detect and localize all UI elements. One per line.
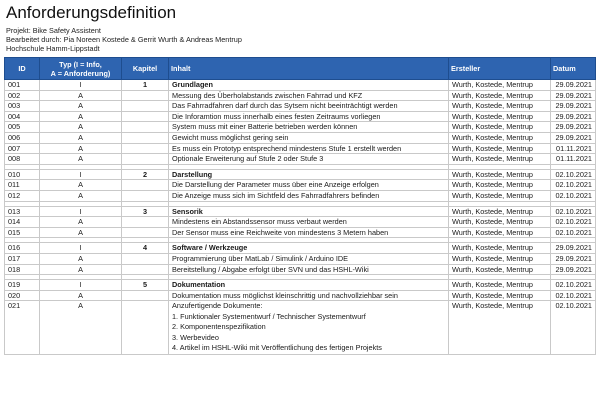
cell-ersteller: Wurth, Kostede, Mentrup [449,227,551,238]
column-header-ersteller: Ersteller [449,58,551,80]
table-row [5,290,596,301]
cell-datum: 29.09.2021 [551,101,596,112]
table-row [5,190,596,201]
cell-inhalt: Programmierung über MatLab / Simulink / Arduino IDE [169,253,449,264]
cell-ersteller: Wurth, Kostede, Mentrup [449,122,551,133]
cell-inhalt: Gewicht muss möglichst gering sein [169,132,449,143]
cell-kapitel: 3 [122,206,169,217]
cell-inhalt: Software / Werkzeuge [169,243,449,254]
table-body [5,80,596,355]
cell-kapitel: 2 [122,169,169,180]
cell-kapitel [122,154,169,165]
cell-kapitel: 1 [122,80,169,91]
cell-inhalt-line: Anzufertigende Dokumente: [172,301,263,311]
cell-kapitel [122,90,169,101]
cell-id: 004 [5,111,40,122]
table-row [5,154,596,165]
cell-typ: A [40,227,122,238]
table-row [5,101,596,112]
table-row-group [5,169,596,180]
cell-inhalt: Grundlagen [169,80,449,91]
cell-kapitel [122,111,169,122]
cell-kapitel [122,132,169,143]
cell-datum: 29.09.2021 [551,264,596,275]
cell-typ: A [40,101,122,112]
cell-kapitel: 4 [122,243,169,254]
cell-ersteller: Wurth, Kostede, Mentrup [449,169,551,180]
cell-kapitel [122,101,169,112]
cell-datum: 29.09.2021 [551,122,596,133]
cell-ersteller: Wurth, Kostede, Mentrup [449,90,551,101]
cell-ersteller: Wurth, Kostede, Mentrup [449,111,551,122]
cell-id: 013 [5,206,40,217]
table-row [5,132,596,143]
cell-kapitel [122,190,169,201]
cell-typ: A [40,217,122,228]
cell-kapitel: 5 [122,280,169,291]
cell-datum: 02.10.2021 [551,180,596,191]
column-header-id: ID [5,58,40,80]
cell-id: 007 [5,143,40,154]
cell-inhalt-line: 1. Funktionaler Systementwurf / Technischer Systementwurf [172,311,366,321]
table-header-row [5,58,596,80]
cell-datum: 29.09.2021 [551,243,596,254]
cell-datum: 01.11.2021 [551,154,596,165]
cell-id: 002 [5,90,40,101]
cell-kapitel [122,264,169,275]
cell-id: 006 [5,132,40,143]
cell-datum: 02.10.2021 [551,169,596,180]
cell-datum: 02.10.2021 [551,290,596,301]
cell-id: 008 [5,154,40,165]
cell-typ: I [40,80,122,91]
cell-typ: I [40,169,122,180]
cell-inhalt: Dokumentation [169,280,449,291]
cell-inhalt: Sensorik [169,206,449,217]
cell-kapitel [122,227,169,238]
column-header-inhalt: Inhalt [169,58,449,80]
table-row [5,253,596,264]
cell-inhalt: Es muss ein Prototyp entsprechend mindestens Stufe 1 erstellt werden [169,143,449,154]
table-row-group [5,280,596,291]
cell-ersteller: Wurth, Kostede, Mentrup [449,132,551,143]
project-line: Projekt: Bike Safety Assistent [6,26,101,35]
cell-typ: I [40,206,122,217]
cell-typ: A [40,154,122,165]
document-title: Anforderungsdefinition [6,3,177,22]
cell-inhalt: Das Fahrradfahren darf durch das Sytsem nicht beeinträchtigt werden [169,101,449,112]
cell-id: 012 [5,190,40,201]
cell-datum: 29.09.2021 [551,253,596,264]
table-row-group [5,243,596,254]
cell-id: 019 [5,280,40,291]
table-row [5,180,596,191]
cell-typ: A [40,264,122,275]
table-row [5,217,596,228]
cell-inhalt-line: 3. Werbevideo [172,332,219,342]
authors-line: Bearbeitet durch: Pia Noreen Kostede & Gerrit Wurth & Andreas Mentrup [6,35,242,44]
cell-id: 015 [5,227,40,238]
cell-ersteller: Wurth, Kostede, Mentrup [449,154,551,165]
cell-inhalt: Die Anzeige muss sich im Sichtfeld des Fahrradfahrers befinden [169,190,449,201]
cell-typ: A [40,190,122,201]
cell-typ: A [40,111,122,122]
column-header-typ-line2: A = Anforderung) [50,68,111,78]
cell-typ: A [40,180,122,191]
cell-typ: I [40,243,122,254]
cell-typ: A [40,290,122,301]
table-row [5,143,596,154]
cell-ersteller: Wurth, Kostede, Mentrup [449,280,551,291]
cell-typ: I [40,280,122,291]
cell-datum: 29.09.2021 [551,111,596,122]
cell-ersteller: Wurth, Kostede, Mentrup [449,217,551,228]
cell-inhalt: Optionale Erweiterung auf Stufe 2 oder Stufe 3 [169,154,449,165]
cell-inhalt: Messung des Überholabstands zwischen Fahrrad und KFZ [169,90,449,101]
cell-datum: 01.11.2021 [551,143,596,154]
cell-ersteller: Wurth, Kostede, Mentrup [449,190,551,201]
cell-kapitel [122,253,169,264]
cell-id: 005 [5,122,40,133]
school-line: Hochschule Hamm-Lippstadt [6,44,100,53]
table-row-group [5,80,596,91]
cell-id: 010 [5,169,40,180]
cell-id: 017 [5,253,40,264]
cell-id: 016 [5,243,40,254]
cell-inhalt: Mindestens ein Abstandssensor muss verbaut werden [169,217,449,228]
cell-id: 003 [5,101,40,112]
table-row [5,122,596,133]
cell-inhalt: Dokumentation muss möglichst kleinschrittig und nachvollziehbar sein [169,290,449,301]
cell-datum: 29.09.2021 [551,80,596,91]
table-row [5,264,596,275]
cell-typ: A [40,301,122,355]
cell-inhalt: Darstellung [169,169,449,180]
table-row [5,227,596,238]
cell-typ: A [40,122,122,133]
cell-kapitel [122,217,169,228]
cell-inhalt-line: 2. Komponentenspezifikation [172,322,266,332]
cell-typ: A [40,143,122,154]
column-header-datum: Datum [551,58,596,80]
cell-inhalt: Bereitstellung / Abgabe erfolgt über SVN und das HSHL-Wiki [169,264,449,275]
column-header-typ [40,58,122,80]
cell-kapitel [122,180,169,191]
table-row [5,111,596,122]
cell-id: 020 [5,290,40,301]
cell-id: 011 [5,180,40,191]
cell-ersteller: Wurth, Kostede, Mentrup [449,243,551,254]
cell-ersteller: Wurth, Kostede, Mentrup [449,290,551,301]
cell-ersteller: Wurth, Kostede, Mentrup [449,180,551,191]
cell-datum: 02.10.2021 [551,206,596,217]
table-row-group [5,206,596,217]
cell-ersteller: Wurth, Kostede, Mentrup [449,264,551,275]
cell-inhalt: Der Sensor muss eine Reichweite von mindestens 3 Metern haben [169,227,449,238]
cell-inhalt [169,301,449,355]
cell-inhalt: System muss mit einer Batterie betrieben werden können [169,122,449,133]
cell-kapitel [122,290,169,301]
cell-ersteller: Wurth, Kostede, Mentrup [449,80,551,91]
cell-kapitel [122,143,169,154]
cell-inhalt: Die Inforamtion muss innerhalb eines festen Zeitraums vorliegen [169,111,449,122]
requirements-table [4,57,596,355]
cell-datum: 02.10.2021 [551,217,596,228]
cell-ersteller: Wurth, Kostede, Mentrup [449,301,551,355]
cell-datum: 29.09.2021 [551,90,596,101]
cell-id: 014 [5,217,40,228]
table-row [5,90,596,101]
table-row [5,301,596,355]
cell-id: 001 [5,80,40,91]
column-header-typ-line1: Typ (I = Info, [59,59,102,69]
cell-typ: A [40,132,122,143]
cell-datum: 02.10.2021 [551,301,596,355]
column-header-kapitel: Kapitel [122,58,169,80]
cell-datum: 29.09.2021 [551,132,596,143]
cell-kapitel [122,301,169,355]
cell-datum: 02.10.2021 [551,227,596,238]
cell-inhalt: Die Darstellung der Parameter muss über eine Anzeige erfolgen [169,180,449,191]
cell-id: 018 [5,264,40,275]
cell-ersteller: Wurth, Kostede, Mentrup [449,206,551,217]
cell-datum: 02.10.2021 [551,280,596,291]
cell-datum: 02.10.2021 [551,190,596,201]
cell-ersteller: Wurth, Kostede, Mentrup [449,143,551,154]
cell-typ: A [40,90,122,101]
cell-kapitel [122,122,169,133]
cell-ersteller: Wurth, Kostede, Mentrup [449,253,551,264]
cell-inhalt-line: 4. Artikel im HSHL-Wiki mit Veröffentlichung des fertigen Projekts [172,343,382,353]
cell-id: 021 [5,301,40,355]
cell-typ: A [40,253,122,264]
cell-ersteller: Wurth, Kostede, Mentrup [449,101,551,112]
